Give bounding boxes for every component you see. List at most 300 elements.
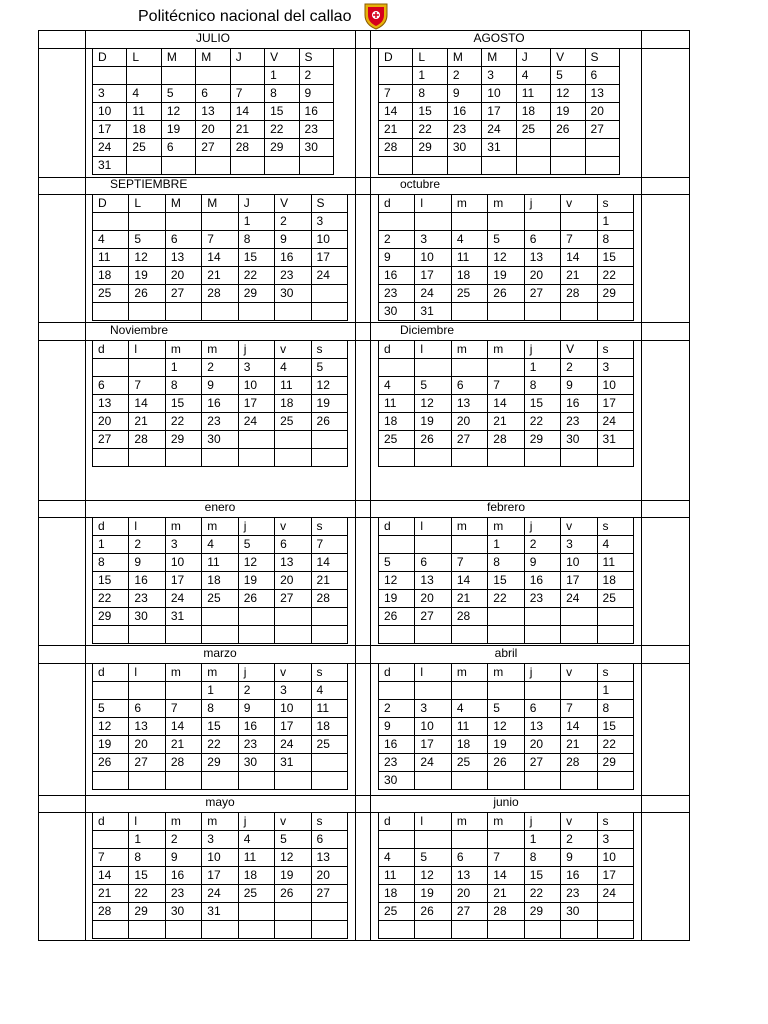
day-cell: 7 [311,536,347,554]
day-cell: 26 [415,903,451,921]
day-cell: 11 [379,395,415,413]
week-row [93,736,348,754]
weekday-header: d [93,341,129,359]
day-cell: 14 [488,395,524,413]
day-cell: 14 [93,867,129,885]
day-cell: 8 [238,231,274,249]
week-row [379,431,634,449]
week-row [379,903,634,921]
day-cell [275,772,311,790]
day-cell [597,608,633,626]
day-cell [165,449,201,467]
week-row [93,213,348,231]
day-cell: 26 [488,285,524,303]
day-cell: 7 [129,377,165,395]
day-cell: 18 [451,736,487,754]
week-row [379,608,634,626]
day-cell: 21 [561,267,597,285]
day-cell [202,626,238,644]
day-cell [524,682,560,700]
day-cell: 22 [488,590,524,608]
week-row [93,431,348,449]
day-cell [379,536,415,554]
month-title-diciembre: Diciembre [400,323,455,337]
day-cell: 11 [311,700,347,718]
day-cell: 2 [379,700,415,718]
weekday-header: l [129,664,165,682]
day-cell [311,431,347,449]
day-cell: 6 [585,67,619,85]
day-cell: 23 [299,121,333,139]
day-cell [488,772,524,790]
day-cell: 2 [524,536,560,554]
weekday-header: M [202,195,238,213]
day-cell [451,536,487,554]
day-cell [415,831,451,849]
day-cell: 1 [165,359,201,377]
day-cell [202,213,238,231]
day-cell [129,772,165,790]
weekday-header: S [299,49,333,67]
day-cell: 20 [451,885,487,903]
day-cell: 10 [311,231,347,249]
day-cell [415,772,451,790]
week-row [93,231,348,249]
day-cell: 19 [488,267,524,285]
frame-vertical-line [370,30,371,941]
day-cell: 29 [129,903,165,921]
day-cell: 19 [311,395,347,413]
day-cell [311,626,347,644]
weekday-header-row [93,664,348,682]
day-cell [127,67,161,85]
weekday-header: m [202,518,238,536]
week-row [379,831,634,849]
day-cell: 12 [161,103,195,121]
day-cell [597,303,633,321]
day-cell: 25 [311,736,347,754]
day-cell: 5 [415,377,451,395]
day-cell: 25 [238,885,274,903]
day-cell: 28 [561,754,597,772]
day-cell: 26 [551,121,585,139]
week-row [379,139,620,157]
week-row [379,754,634,772]
month-title-mayo: mayo [205,795,235,809]
day-cell: 7 [93,849,129,867]
day-cell: 25 [516,121,550,139]
day-cell [551,157,585,175]
day-cell: 20 [165,267,201,285]
week-row [379,413,634,431]
day-cell [196,67,230,85]
week-row [379,736,634,754]
day-cell: 13 [129,718,165,736]
day-cell [311,903,347,921]
day-cell [379,157,413,175]
day-cell: 23 [561,413,597,431]
day-cell: 12 [129,249,165,267]
day-cell [238,449,274,467]
day-cell: 14 [129,395,165,413]
day-cell: 27 [196,139,230,157]
week-row [93,413,348,431]
day-cell [238,608,274,626]
day-cell [524,772,560,790]
day-cell [238,772,274,790]
day-cell: 17 [238,395,274,413]
day-cell: 18 [379,413,415,431]
day-cell: 13 [451,395,487,413]
day-cell: 8 [202,700,238,718]
day-cell: 9 [561,849,597,867]
week-row [379,231,634,249]
school-crest-icon [363,2,389,30]
day-cell [585,139,619,157]
day-cell: 1 [597,682,633,700]
day-cell: 29 [524,903,560,921]
week-row [379,921,634,939]
day-cell: 3 [561,536,597,554]
day-cell: 3 [93,85,127,103]
day-cell: 3 [597,831,633,849]
day-cell: 4 [275,359,311,377]
weekday-header: d [93,664,129,682]
weekday-header: j [524,518,560,536]
day-cell: 21 [488,885,524,903]
weekday-header: d [379,664,415,682]
day-cell: 19 [238,572,274,590]
day-cell: 3 [202,831,238,849]
day-cell: 3 [311,213,347,231]
day-cell: 20 [524,736,560,754]
day-cell: 5 [488,700,524,718]
day-cell [415,536,451,554]
day-cell: 22 [597,736,633,754]
day-cell: 20 [524,267,560,285]
day-cell: 8 [413,85,447,103]
day-cell [597,903,633,921]
day-cell [524,213,560,231]
day-cell: 21 [488,413,524,431]
week-row [379,67,620,85]
day-cell [93,359,129,377]
day-cell: 15 [238,249,274,267]
day-cell [311,449,347,467]
day-cell: 9 [299,85,333,103]
week-row [379,213,634,231]
weekday-header: V [551,49,585,67]
week-row [93,700,348,718]
day-cell [379,921,415,939]
day-cell: 6 [524,700,560,718]
day-cell: 22 [202,736,238,754]
week-row [93,267,348,285]
weekday-header: m [165,664,201,682]
day-cell: 8 [524,377,560,395]
day-cell: 1 [524,359,560,377]
day-cell: 5 [238,536,274,554]
day-cell [275,903,311,921]
day-cell: 24 [202,885,238,903]
day-cell: 21 [311,572,347,590]
week-row [379,85,620,103]
month-calendar-junio [378,812,634,939]
day-cell: 10 [275,700,311,718]
day-cell: 1 [129,831,165,849]
day-cell: 21 [93,885,129,903]
frame-vertical-line [641,30,642,941]
day-cell [597,772,633,790]
week-row [379,359,634,377]
day-cell: 16 [524,572,560,590]
weekday-header: m [165,518,201,536]
day-cell: 17 [597,395,633,413]
day-cell: 11 [127,103,161,121]
week-row [379,572,634,590]
day-cell: 2 [379,231,415,249]
day-cell: 15 [129,867,165,885]
day-cell: 9 [379,249,415,267]
week-row [93,718,348,736]
day-cell: 29 [93,608,129,626]
month-calendar-mayo [92,812,348,939]
day-cell: 22 [524,413,560,431]
weekday-header: s [597,195,633,213]
weekday-header: m [488,518,524,536]
day-cell: 4 [127,85,161,103]
day-cell [415,449,451,467]
day-cell: 4 [379,849,415,867]
week-row [93,754,348,772]
day-cell [196,157,230,175]
day-cell: 16 [299,103,333,121]
day-cell [415,682,451,700]
day-cell [379,67,413,85]
week-row [379,590,634,608]
day-cell: 14 [379,103,413,121]
weekday-header-row [379,195,634,213]
day-cell: 21 [230,121,264,139]
week-row [379,395,634,413]
day-cell: 5 [488,231,524,249]
weekday-header: d [379,195,415,213]
day-cell: 28 [129,431,165,449]
day-cell [488,682,524,700]
month-calendar-marzo [92,663,348,790]
day-cell: 26 [129,285,165,303]
day-cell: 3 [415,231,451,249]
day-cell [93,831,129,849]
day-cell: 18 [127,121,161,139]
day-cell: 16 [165,867,201,885]
week-row [379,554,634,572]
day-cell [311,303,347,321]
day-cell [129,626,165,644]
weekday-header: m [451,195,487,213]
day-cell: 16 [238,718,274,736]
day-cell: 14 [561,718,597,736]
day-cell: 19 [129,267,165,285]
day-cell: 11 [516,85,550,103]
day-cell: 4 [93,231,129,249]
month-calendar-febrero [378,517,634,644]
week-row [379,626,634,644]
day-cell: 21 [202,267,238,285]
day-cell: 27 [165,285,201,303]
weekday-header: J [230,49,264,67]
day-cell [202,303,238,321]
day-cell: 3 [165,536,201,554]
day-cell: 27 [451,431,487,449]
weekday-header: j [524,813,560,831]
day-cell: 2 [561,359,597,377]
day-cell: 1 [265,67,299,85]
weekday-header: d [93,518,129,536]
weekday-header: s [311,518,347,536]
day-cell: 25 [127,139,161,157]
day-cell: 24 [275,736,311,754]
day-cell: 4 [379,377,415,395]
day-cell: 8 [129,849,165,867]
day-cell [238,921,274,939]
day-cell: 13 [196,103,230,121]
weekday-header: J [516,49,550,67]
day-cell: 12 [415,395,451,413]
week-row [93,590,348,608]
day-cell: 24 [415,754,451,772]
day-cell [299,157,333,175]
page-title: Politécnico nacional del callao [138,8,352,25]
day-cell: 10 [238,377,274,395]
weekday-header: v [561,813,597,831]
day-cell: 9 [202,377,238,395]
day-cell: 22 [93,590,129,608]
day-cell [524,626,560,644]
week-row [93,849,348,867]
weekday-header: s [597,341,633,359]
week-row [379,536,634,554]
day-cell: 10 [561,554,597,572]
day-cell [451,682,487,700]
week-row [93,249,348,267]
week-row [379,885,634,903]
day-cell [597,921,633,939]
month-title-abril: abril [494,646,518,660]
day-cell [451,772,487,790]
weekday-header: j [238,664,274,682]
day-cell: 14 [311,554,347,572]
week-row [93,85,334,103]
weekday-header: m [488,813,524,831]
day-cell: 21 [165,736,201,754]
day-cell: 29 [597,285,633,303]
day-cell [597,626,633,644]
day-cell: 12 [551,85,585,103]
weekday-header: d [379,518,415,536]
week-row [379,249,634,267]
day-cell [488,626,524,644]
frame-vertical-line [85,30,86,941]
day-cell: 12 [238,554,274,572]
day-cell [451,213,487,231]
weekday-header: l [415,195,451,213]
day-cell: 22 [238,267,274,285]
month-calendar-octubre [378,194,634,321]
day-cell: 28 [311,590,347,608]
day-cell: 5 [93,700,129,718]
weekday-header: S [585,49,619,67]
weekday-header: s [597,664,633,682]
day-cell [165,626,201,644]
day-cell [561,626,597,644]
day-cell: 12 [415,867,451,885]
day-cell: 9 [165,849,201,867]
day-cell [129,449,165,467]
day-cell: 20 [585,103,619,121]
weekday-header: V [275,195,311,213]
weekday-header-row [93,49,334,67]
day-cell: 6 [196,85,230,103]
day-cell: 11 [238,849,274,867]
week-row [93,572,348,590]
day-cell [202,772,238,790]
week-row [379,103,620,121]
day-cell: 27 [585,121,619,139]
day-cell: 26 [238,590,274,608]
day-cell: 24 [597,885,633,903]
day-cell: 13 [415,572,451,590]
day-cell: 2 [129,536,165,554]
day-cell: 6 [275,536,311,554]
weekday-header: l [415,664,451,682]
weekday-header-row [379,49,620,67]
day-cell: 26 [311,413,347,431]
weekday-header: L [127,49,161,67]
day-cell: 17 [202,867,238,885]
day-cell: 24 [93,139,127,157]
day-cell: 27 [415,608,451,626]
day-cell: 13 [524,249,560,267]
day-cell: 1 [524,831,560,849]
week-row [93,303,348,321]
day-cell: 21 [129,413,165,431]
frame-vertical-line [38,30,39,941]
day-cell: 6 [165,231,201,249]
day-cell [275,608,311,626]
day-cell: 25 [451,285,487,303]
day-cell: 30 [129,608,165,626]
day-cell: 19 [379,590,415,608]
day-cell: 22 [165,413,201,431]
day-cell [488,831,524,849]
day-cell: 4 [451,700,487,718]
day-cell: 7 [561,231,597,249]
day-cell: 14 [202,249,238,267]
day-cell: 16 [275,249,311,267]
weekday-header: m [451,664,487,682]
weekday-header: J [238,195,274,213]
day-cell: 5 [379,554,415,572]
week-row [93,67,334,85]
weekday-header: m [488,195,524,213]
day-cell [238,626,274,644]
day-cell: 2 [238,682,274,700]
weekday-header-row [93,813,348,831]
month-calendar-abril [378,663,634,790]
day-cell [311,285,347,303]
day-cell: 5 [415,849,451,867]
